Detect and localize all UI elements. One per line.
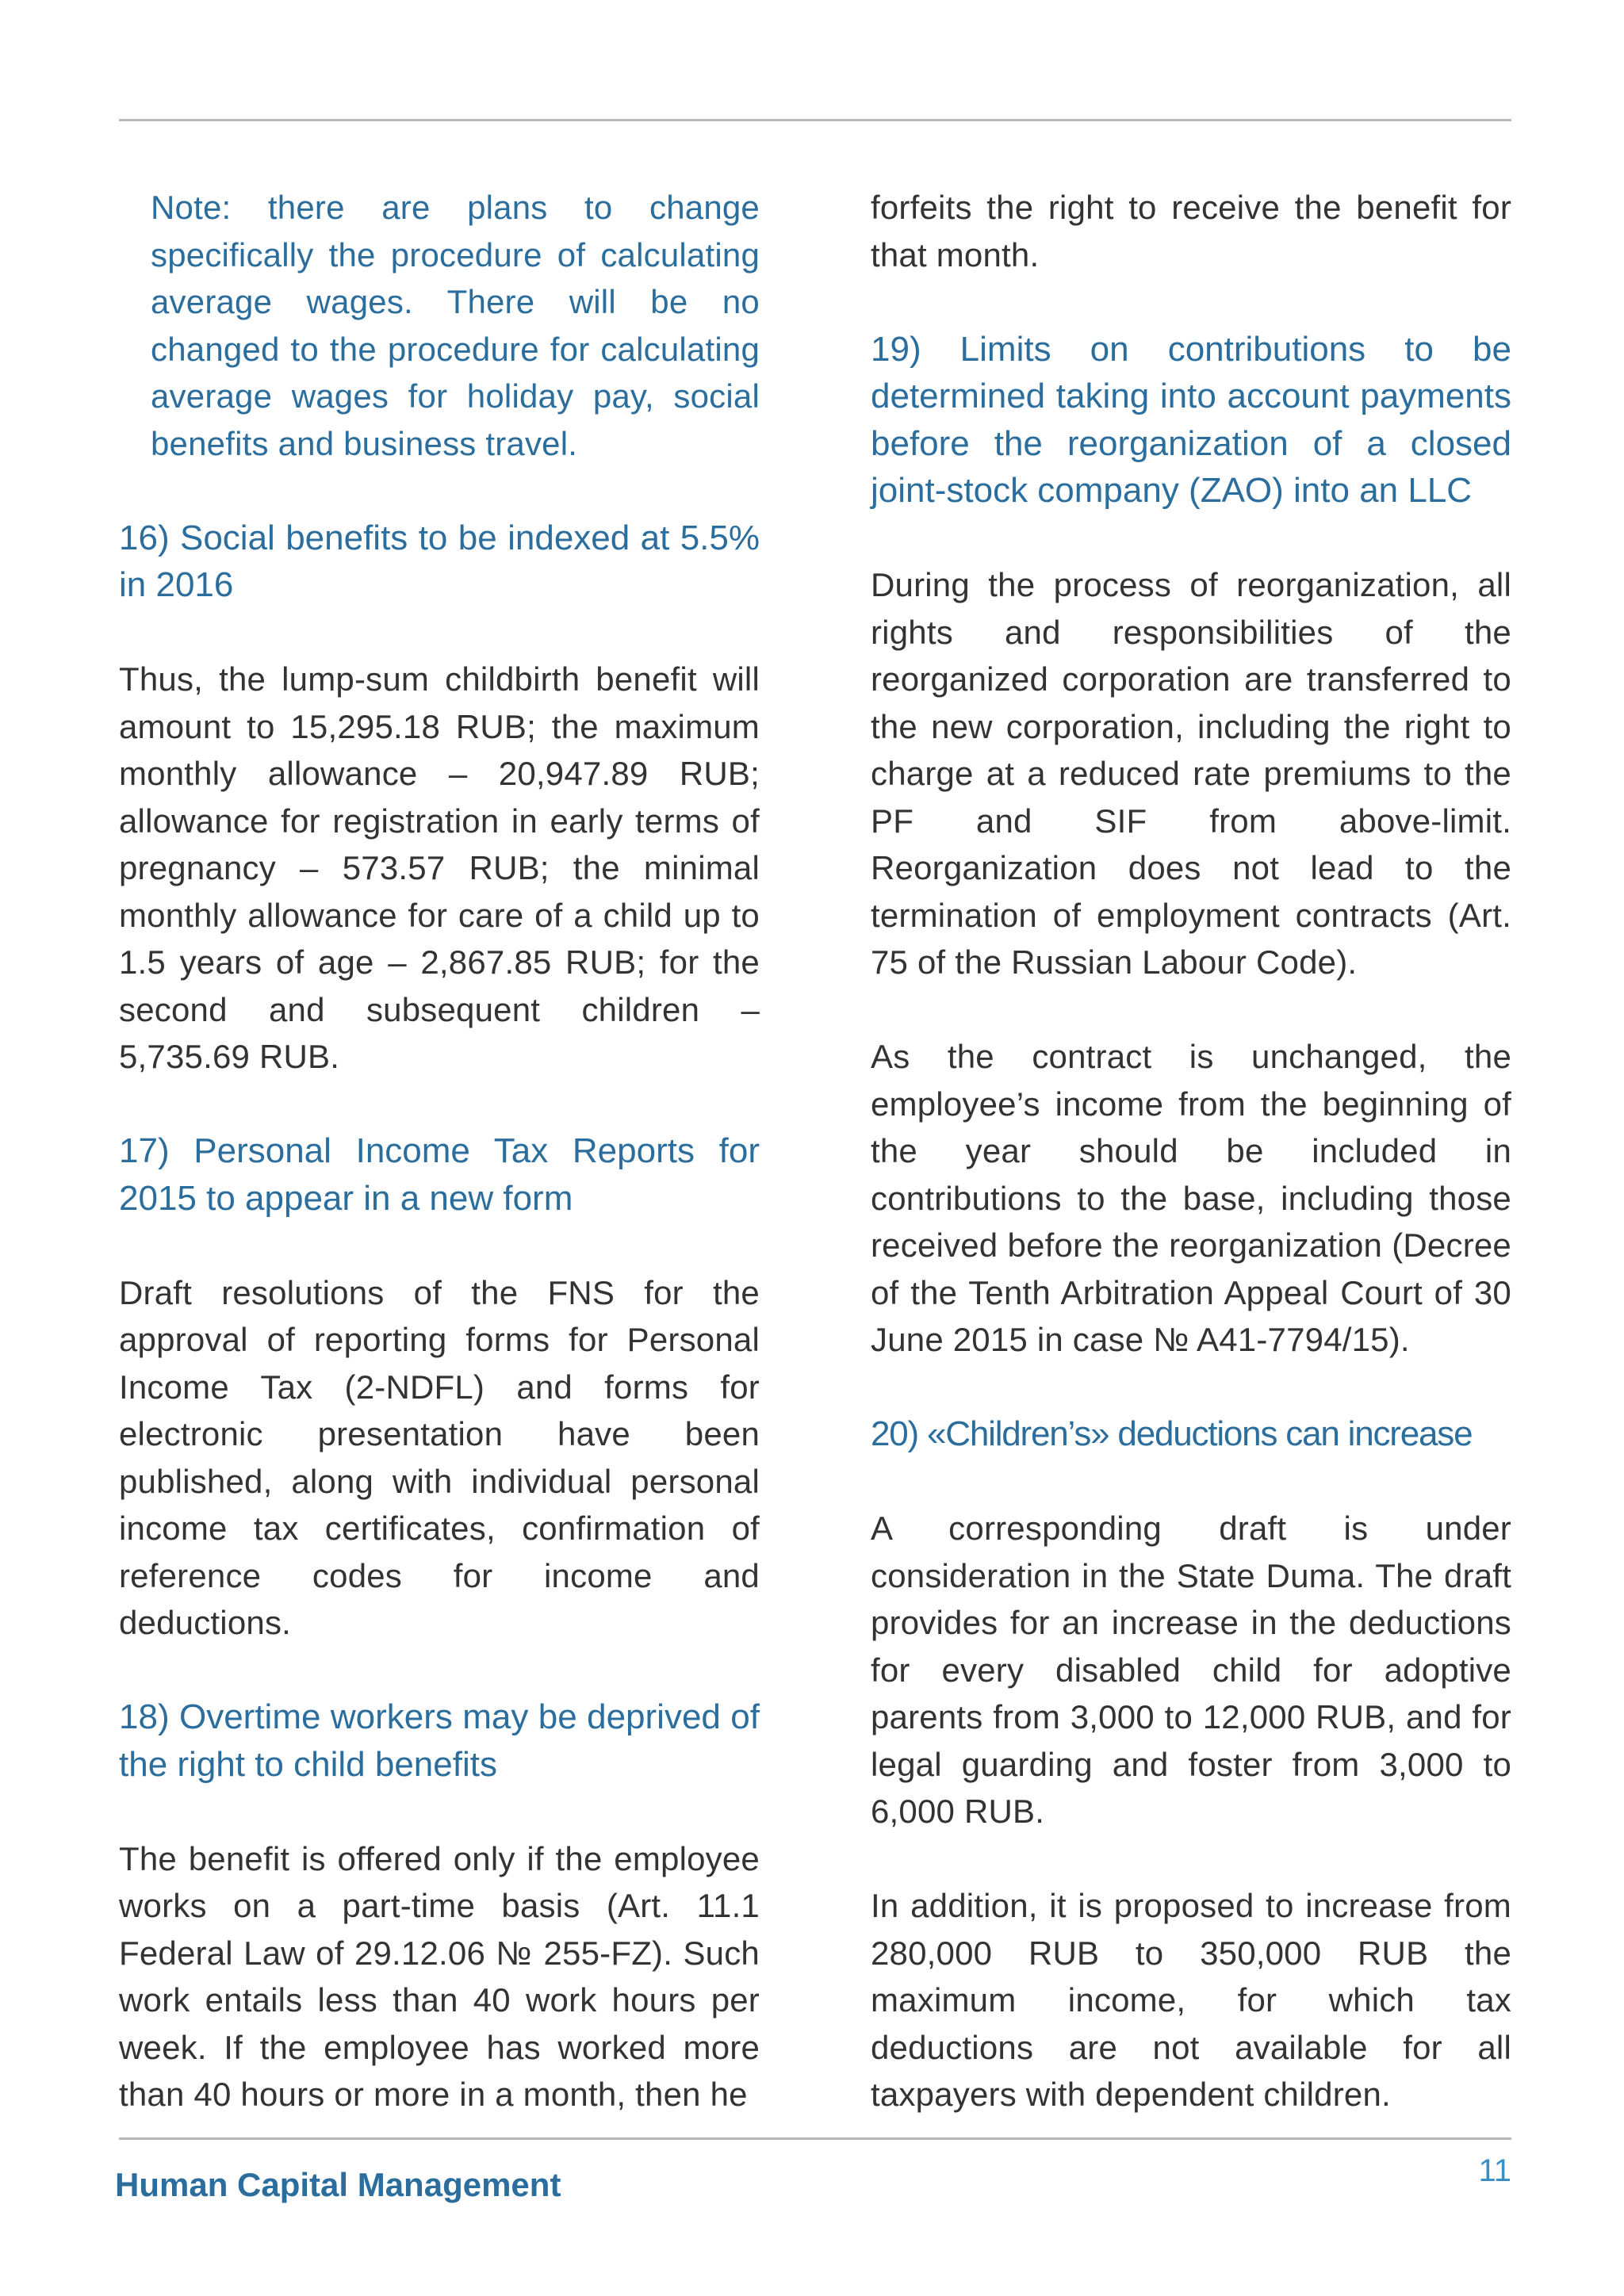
right-column (871, 184, 1511, 2118)
heading-20: 20) «Children’s» deductions can increase (871, 1414, 1473, 1453)
left-column (119, 184, 760, 2118)
paragraph-20b: In addition, it is proposed to increase from 280,000 RUB to 350,000 RUB the maximum income, for which tax deductions are not available for all taxpayers with dependent children. (871, 1887, 1511, 2113)
paragraph-19a: During the process of reorganization, all rights and responsibilities of the reorganized corporation are transferred to the new corporation, including the right to charge at a reduced rate premiums to the PF and SIF from above-limit. Reorganization does not lead to the termination of employment contracts (Art. 75 of the Russian Labour Code). (871, 566, 1511, 981)
footer-divider (119, 2137, 1511, 2140)
header-divider (119, 119, 1511, 121)
note-paragraph: Note: there are plans to change specifically the procedure of calculating average wages. There will be no changed to the procedure for calculating average wages for holiday pay, social benefits and business travel. (151, 189, 760, 462)
footer-title: Human Capital Management (115, 2166, 561, 2203)
paragraph-19b: As the contract is unchanged, the employee’s income from the beginning of the year should be included in contributions to the base, including those received before the reorganization (Decree of the Tenth Arbitration Appeal Court of 30 June 2015 in case № A41-7794/15). (871, 1038, 1511, 1358)
paragraph-20a: A corresponding draft is under consideration in the State Duma. The draft provides for an increase in the deductions for every disabled child for adoptive parents from 3,000 to 12,000 RUB, and for legal guarding and foster from 3,000 to 6,000 RUB. (871, 1510, 1511, 1830)
heading-16: 16) Social benefits to be indexed at 5.5% in 2016 (119, 518, 760, 604)
heading-19: 19) Limits on contributions to be determined taking into account payments before the reorganization of a closed joint-stock company (ZAO) into an LLC (871, 329, 1511, 510)
paragraph-18: The benefit is offered only if the employee works on a part-time basis (Art. 11.1 Federal Law of 29.12.06 № 255-FZ). Such work entails less than 40 work hours per week. If the employee has worked more than 40 hours or more in a month, then he (119, 1839, 760, 2113)
paragraph-16: Thus, the lump-sum childbirth benefit will amount to 15,295.18 RUB; the maximum monthly allowance – 20,947.89 RUB; allowance for registration in early terms of pregnancy – 573.57 RUB; the minimal monthly allowance for care of a child up to 1.5 years of age – 2,867.85 RUB; for the second and subsequent children – 5,735.69 RUB. (119, 660, 760, 1075)
paragraph-17: Draft resolutions of the FNS for the approval of reporting forms for Personal Income Tax (2-NDFL) and forms for electronic presentation have been published, along with individual personal income tax certificates, confirmation of reference codes for income and deductions. (119, 1273, 760, 1641)
heading-17: 17) Personal Income Tax Reports for 2015 to appear in a new form (119, 1131, 760, 1218)
heading-18: 18) Overtime workers may be deprived of the right to child benefits (119, 1697, 760, 1784)
page-number: 11 (1478, 2153, 1511, 2188)
paragraph-18-continued: forfeits the right to receive the benefit for that month. (871, 189, 1511, 274)
